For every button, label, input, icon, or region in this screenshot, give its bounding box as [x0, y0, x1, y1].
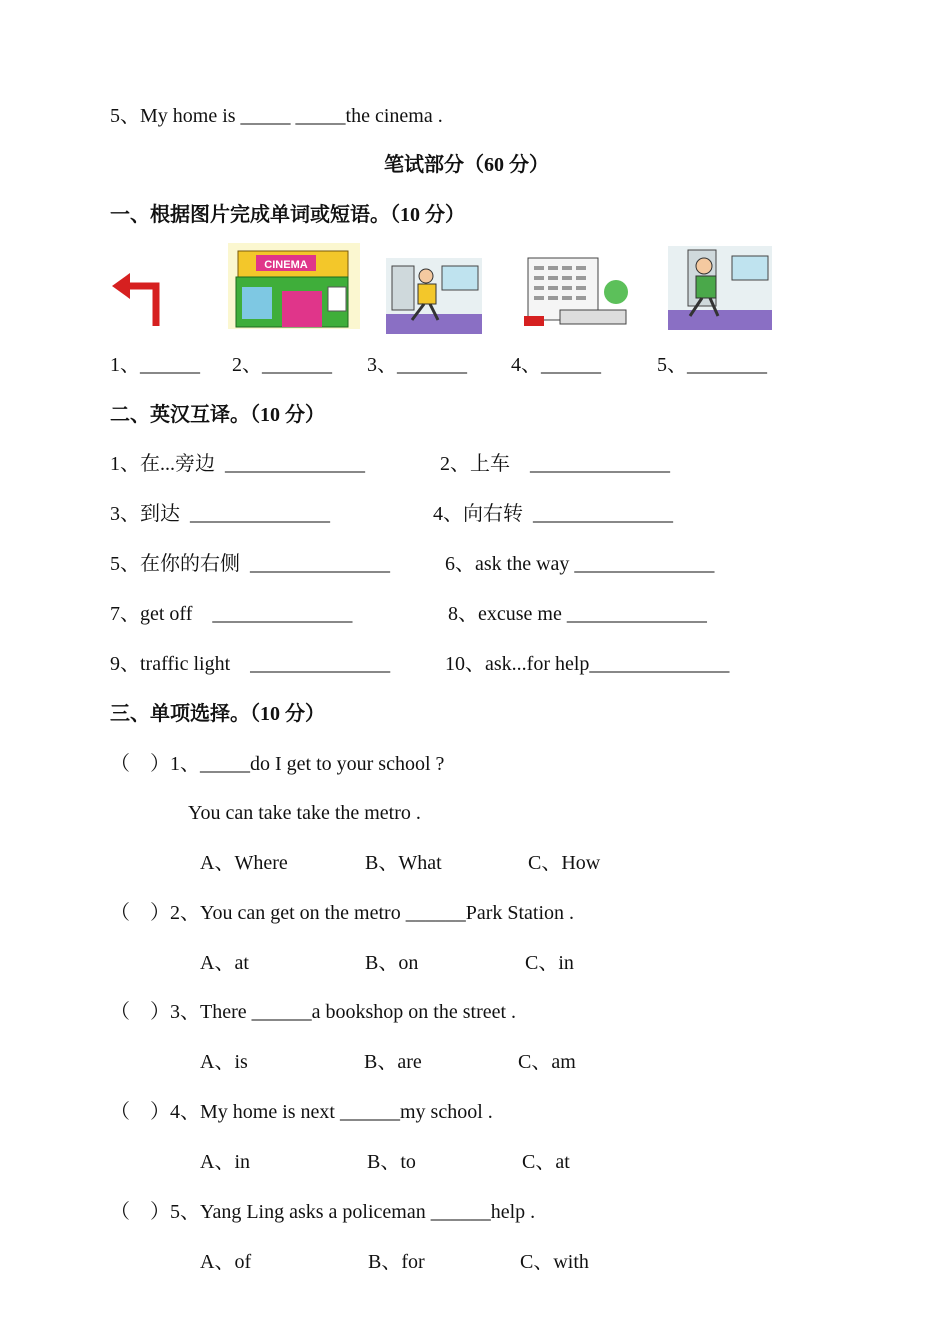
choice-question-4: （ ）4、My home is next ______my school . [110, 1101, 493, 1123]
translation-3: 3、到达 ______________ [110, 503, 330, 525]
q3-option-c: C、am [518, 1051, 576, 1073]
picture-blank-2: 2、_______ [232, 354, 332, 376]
q1-option-b: B、What [365, 852, 442, 874]
q5-option-b: B、for [368, 1251, 425, 1273]
choice-question-3: （ ）3、There ______a bookshop on the street . [110, 1001, 517, 1023]
picture-blank-5: 5、________ [657, 354, 767, 376]
translation-6: 6、ask the way ______________ [445, 553, 715, 575]
translation-8: 8、excuse me ______________ [448, 603, 707, 625]
picture-blank-3: 3、_______ [367, 354, 467, 376]
q3-option-b: B、are [364, 1051, 422, 1073]
q2-option-c: C、in [525, 952, 574, 974]
q4-option-c: C、at [522, 1151, 570, 1173]
q2-option-b: B、on [365, 952, 419, 974]
translation-9: 9、traffic light ______________ [110, 653, 391, 675]
q5-option-a: A、of [200, 1251, 252, 1273]
cinema-sign-text: CINEMA [264, 259, 308, 271]
cinema-picture [228, 243, 360, 329]
hospital-building-picture [520, 250, 630, 330]
picture-blank-1: 1、______ [110, 354, 200, 376]
translation-1: 1、在...旁边 ______________ [110, 453, 365, 475]
translation-7: 7、get off ______________ [110, 603, 353, 625]
section-3-heading: 三、单项选择。（10 分） [110, 703, 325, 725]
get-off-train-picture [386, 258, 482, 334]
turn-left-arrow-picture [108, 268, 170, 330]
translation-5: 5、在你的右侧 ______________ [110, 553, 390, 575]
get-on-train-picture [668, 246, 772, 330]
q4-option-b: B、to [367, 1151, 416, 1173]
exercise-line-5: 5、My home is _____ _____the cinema . [110, 105, 443, 127]
choice-question-1: （ ）1、_____do I get to your school ? [110, 753, 445, 775]
translation-10: 10、ask...for help______________ [445, 653, 730, 675]
picture-blank-4: 4、______ [511, 354, 601, 376]
choice-question-1-answer: You can take take the metro . [188, 802, 421, 824]
choice-question-5: （ ）5、Yang Ling asks a policeman ______help . [110, 1201, 536, 1223]
q2-option-a: A、at [200, 952, 249, 974]
q1-option-c: C、How [528, 852, 601, 874]
q4-option-a: A、in [200, 1151, 250, 1173]
translation-2: 2、上车 ______________ [440, 453, 670, 475]
translation-4: 4、向右转 ______________ [433, 503, 673, 525]
section-1-heading: 一、根据图片完成单词或短语。（10 分） [110, 204, 465, 226]
section-2-heading: 二、英汉互译。（10 分） [110, 404, 325, 426]
q1-option-a: A、Where [200, 852, 288, 874]
section-title: 笔试部分（60 分） [384, 154, 549, 176]
q5-option-c: C、with [520, 1251, 589, 1273]
choice-question-2: （ ）2、You can get on the metro ______Park Station . [110, 902, 575, 924]
q3-option-a: A、is [200, 1051, 248, 1073]
